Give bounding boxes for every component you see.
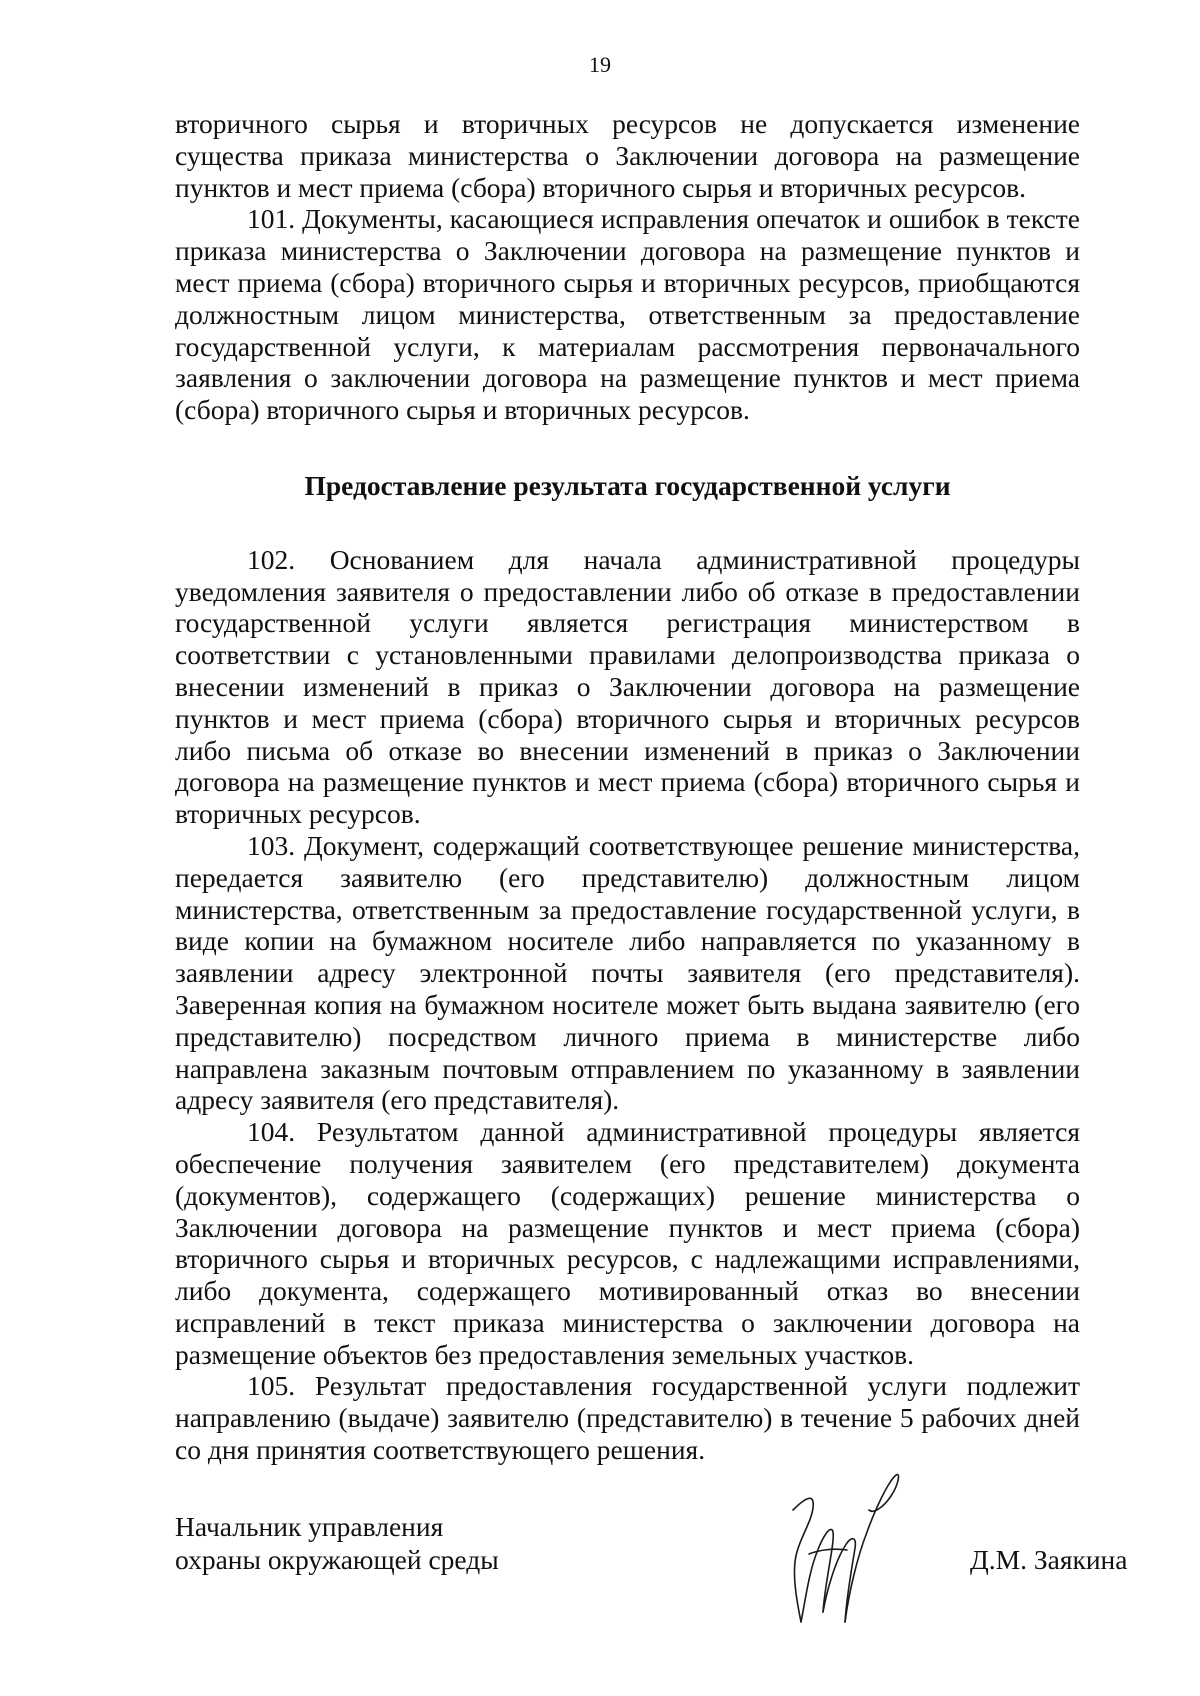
paragraph-102: 102. Основанием для начала административной процедуры уведомления заявителя о предоставлении либо об отказе в предоставлении государственной услуги является регистрация министерством в соответствии с установленными правилами делопроизводства приказа о внесении изменений в приказ о Заключении договора на размещение пунктов и мест приема (сбора) вторичного сырья и вторичных ресурсов либо письма об отказе во внесении изменений в приказ о Заключении договора на размещение пунктов и мест приема (сбора) вторичного сырья и вторичных ресурсов. [175,543,1080,830]
signer-position-line-2: охраны окружающей среды [175,1544,499,1575]
page-number: 19 [589,52,611,77]
section-heading: Предоставление результата государственной услуги [304,469,951,501]
signature-block [175,1510,1135,1680]
handwritten-signature-icon [775,1462,905,1632]
document-body [175,108,1080,1466]
paragraph-continuation: вторичного сырья и вторичных ресурсов не допускается изменение существа приказа министерства о Заключении договора на размещение пунктов и мест приема (сбора) вторичного сырья и вторичных ресурсов. [175,108,1080,203]
paragraph-103: 103. Документ, содержащий соответствующее решение министерства, передается заявителю (его представителю) должностным лицом министерства, ответственным за предоставление государственной услуги, в виде копии на бумажном носителе либо направляется по указанному в заявлении адресу электронной почты заявителя (его представителя). Заверенная копия на бумажном носителе может быть выдана заявителю (его представителю) посредством личного приема в министерстве либо направлена заказным почтовым отправлением по указанному в заявлении адресу заявителя (его представителя). [175,829,1080,1116]
paragraph-105: 105. Результат предоставления государственной услуги подлежит направлению (выдаче) заявителю (представителю) в течение 5 рабочих дней со дня принятия соответствующего решения. [175,1370,1080,1466]
paragraph-104: 104. Результатом данной административной процедуры является обеспечение получения заявителем (его представителем) документа (документов), содержащего (содержащих) решение министерства о Заключении договора на размещение пунктов и мест приема (сбора) вторичного сырья и вторичных ресурсов, с надлежащими исправлениями, либо документа, содержащего мотивированный отказ во внесении исправлений в текст приказа министерства о заключении договора на размещение объектов без предоставления земельных участков. [175,1116,1080,1370]
signer-position [175,1510,499,1576]
signer-position-line-1: Начальник управления [175,1511,444,1542]
signer-name: Д.М. Заякина [970,1544,1128,1575]
paragraph-101: 101. Документы, касающиеся исправления опечаток и ошибок в тексте приказа министерства о Заключении договора на размещение пунктов и мест приема (сбора) вторичного сырья и вторичных ресурсов, приобщаются должностным лицом министерства, ответственным за предоставление государственной услуги, к материалам рассмотрения первоначального заявления о заключении договора на размещение пунктов и мест приема (сбора) вторичного сырья и вторичных ресурсов. [175,203,1080,426]
